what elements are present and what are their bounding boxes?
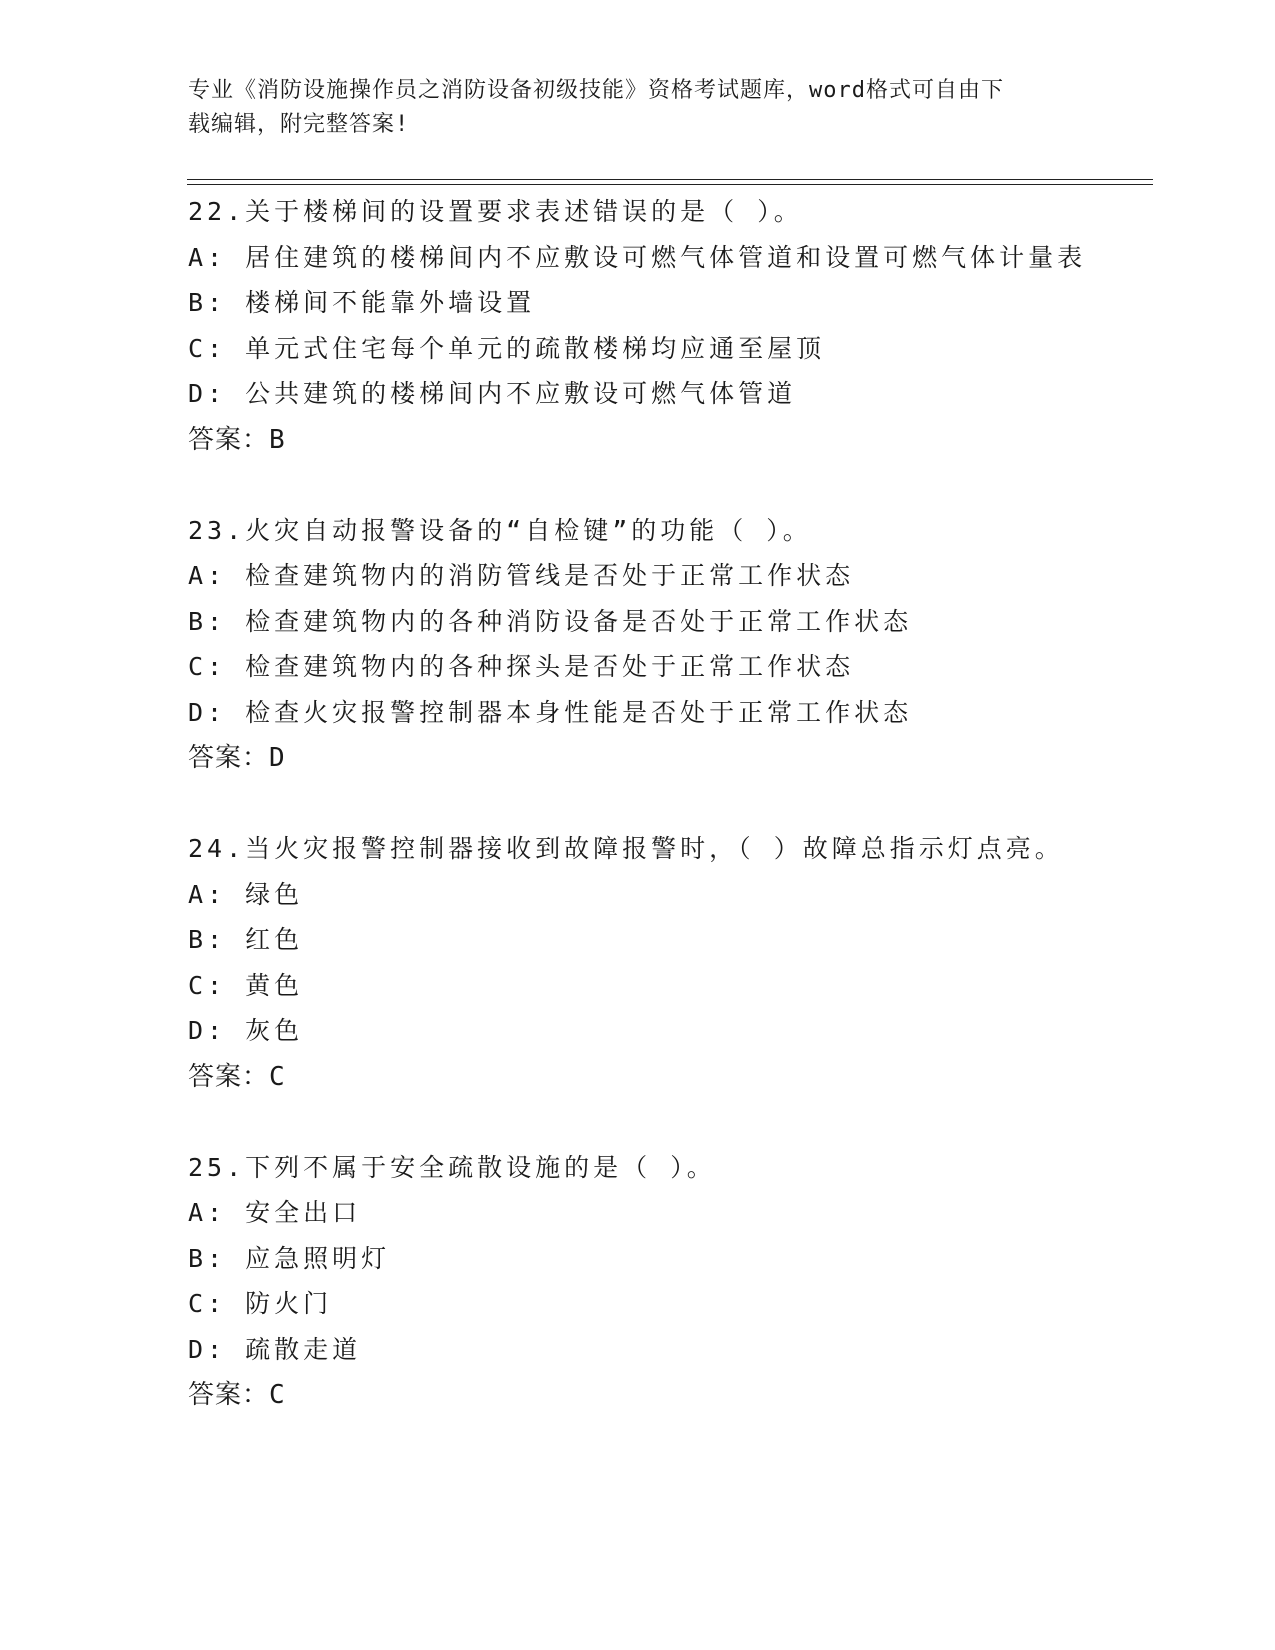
option-d: D: 公共建筑的楼梯间内不应敷设可燃气体管道 xyxy=(188,379,797,408)
answer-label: 答案： xyxy=(188,1380,270,1410)
question-24 xyxy=(188,826,1148,1100)
answer-value: B xyxy=(269,424,286,455)
option-c: C: 检查建筑物内的各种探头是否处于正常工作状态 xyxy=(188,652,855,681)
answer-label: 答案： xyxy=(188,743,270,773)
option-d: D: 疏散走道 xyxy=(188,1334,362,1364)
header-divider-bottom xyxy=(187,184,1153,185)
answer-label: 答案： xyxy=(188,1061,270,1092)
option-a: A: 检查建筑物内的消防管线是否处于正常工作状态 xyxy=(188,561,855,590)
question-stem: 25.下列不属于安全疏散设施的是（ ）。 xyxy=(188,1152,716,1182)
option-c: C: 单元式住宅每个单元的疏散楼梯均应通至屋顶 xyxy=(188,333,826,363)
question-stem: 24.当火灾报警控制器接收到故障报警时，（ ）故障总指示灯点亮。 xyxy=(188,834,1064,863)
answer-value: D xyxy=(269,743,286,773)
option-d: D: 灰色 xyxy=(188,1016,304,1045)
question-stem: 23.火灾自动报警设备的“自检键”的功能（ ）。 xyxy=(188,515,812,545)
question-stem: 22.关于楼梯间的设置要求表述错误的是（ ）。 xyxy=(188,197,803,226)
header-line-2: 载编辑，附完整答案! xyxy=(188,112,410,137)
option-a: A: 居住建筑的楼梯间内不应敷设可燃气体管道和设置可燃气体计量表 xyxy=(188,242,1087,272)
answer-line xyxy=(188,417,1148,463)
option-c: C: 黄色 xyxy=(188,970,304,1000)
question-list xyxy=(188,189,1148,1463)
answer-value: C xyxy=(269,1061,286,1092)
document-header xyxy=(188,74,1088,142)
option-b: B: 楼梯间不能靠外墙设置 xyxy=(188,288,536,317)
option-a: A: 安全出口 xyxy=(188,1198,362,1227)
answer-line xyxy=(188,1372,1148,1418)
question-22 xyxy=(188,189,1148,463)
option-b: B: 红色 xyxy=(188,925,304,954)
option-b: B: 应急照明灯 xyxy=(188,1243,391,1273)
question-23 xyxy=(188,508,1148,782)
header-divider-top xyxy=(187,179,1153,180)
answer-line xyxy=(188,735,1148,781)
option-a: A: 绿色 xyxy=(188,879,304,909)
answer-line xyxy=(188,1054,1148,1100)
option-c: C: 防火门 xyxy=(188,1289,333,1318)
option-d: D: 检查火灾报警控制器本身性能是否处于正常工作状态 xyxy=(188,697,913,727)
option-b: B: 检查建筑物内的各种消防设备是否处于正常工作状态 xyxy=(188,606,913,636)
answer-label: 答案： xyxy=(188,424,270,455)
header-line-1: 专业《消防设施操作员之消防设备初级技能》资格考试题库，word格式可自由下 xyxy=(188,78,1004,103)
question-25 xyxy=(188,1145,1148,1419)
answer-value: C xyxy=(269,1380,286,1410)
